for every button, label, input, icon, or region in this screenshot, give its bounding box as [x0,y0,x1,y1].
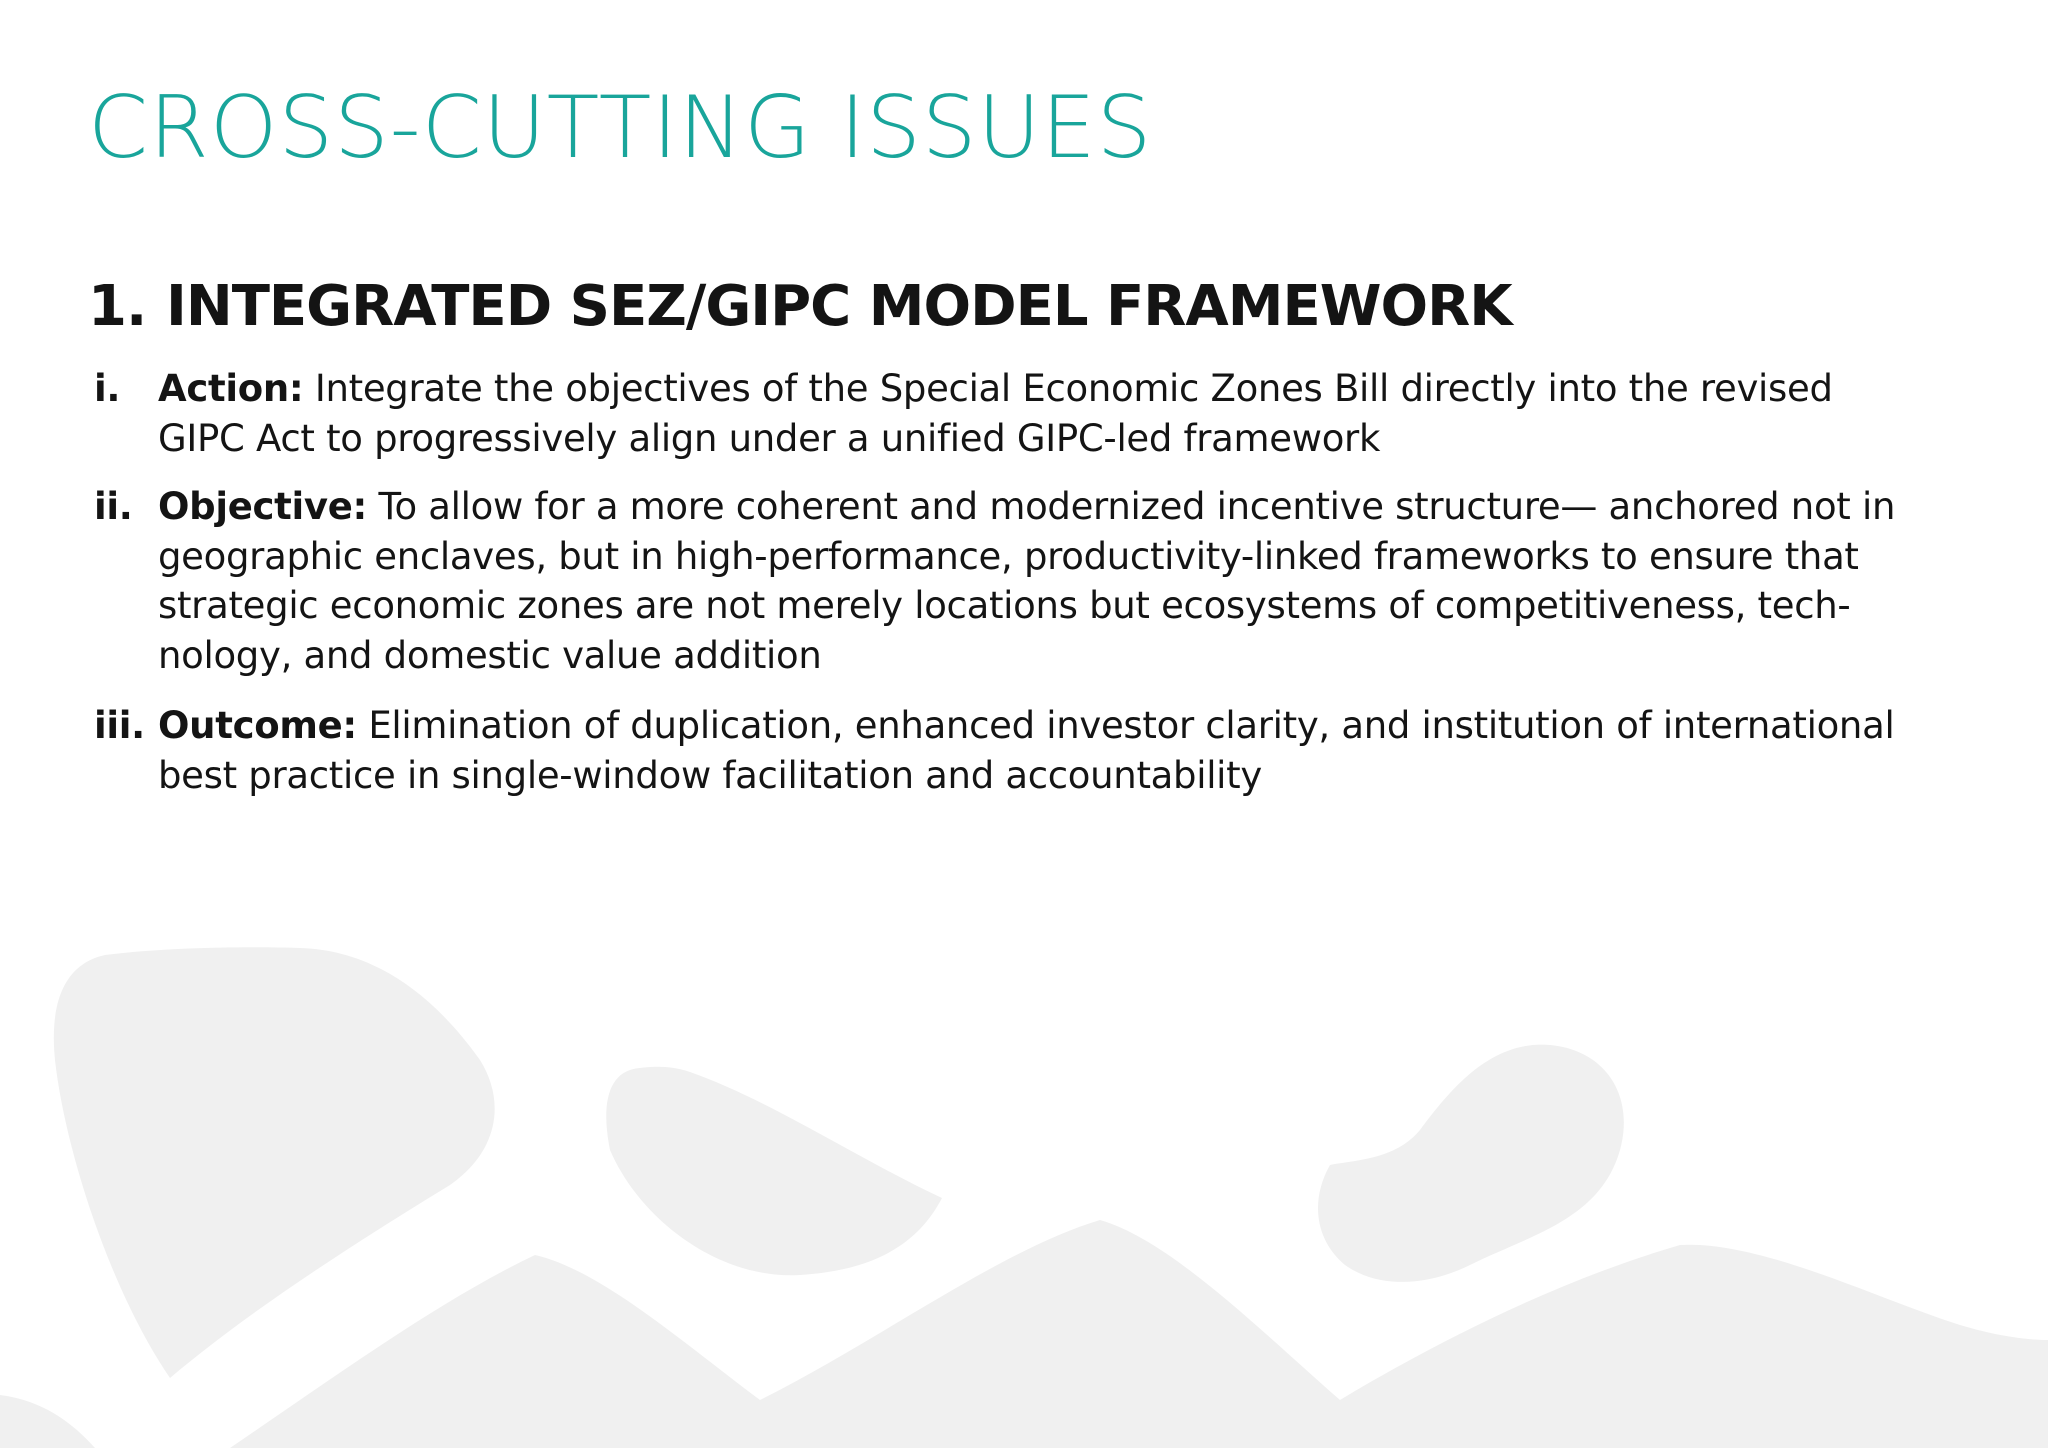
list-item-body [158,482,2048,680]
page-title: CROSS-CUTTING ISSUES [88,78,1153,178]
item-label: Action: [158,367,304,410]
list-item-action [94,364,1994,463]
section-number: 1. [88,274,147,339]
list-item-objective [94,482,1994,680]
list-item-line: best practice in single-window facilitation and accountability [158,753,1262,797]
list-item-body [158,701,2048,800]
section-heading [88,272,1512,342]
list-item-line: nology, and domestic value addition [158,633,822,677]
list-item-line [158,482,2048,532]
item-label: Outcome: [158,704,357,747]
list-item-line: geographic enclaves, but in high-performance, productivity-linked frameworks to ensure that [158,534,1859,578]
section-heading-text: INTEGRATED SEZ/GIPC MODEL FRAMEWORK [166,274,1512,339]
list-item-line [158,364,2048,414]
list-item-body [158,364,2048,463]
list-marker: ii. [94,485,133,528]
item-text: To allow for a more coherent and modernized incentive structure— anchored not in [378,485,1896,528]
list-marker: iii. [94,704,145,747]
list-item-line [158,701,2048,751]
item-text: Integrate the objectives of the Special Economic Zones Bill directly into the revised [314,367,1833,410]
list-item-outcome [94,701,1994,800]
item-text: Elimination of duplication, enhanced investor clarity, and institution of international [368,704,1895,747]
list-item-line: strategic economic zones are not merely locations but ecosystems of competitiveness, tech- [158,584,1851,627]
list-item-line: GIPC Act to progressively align under a unified GIPC-led framework [158,416,1381,460]
item-label: Objective: [158,485,368,528]
list-marker: i. [94,367,121,410]
